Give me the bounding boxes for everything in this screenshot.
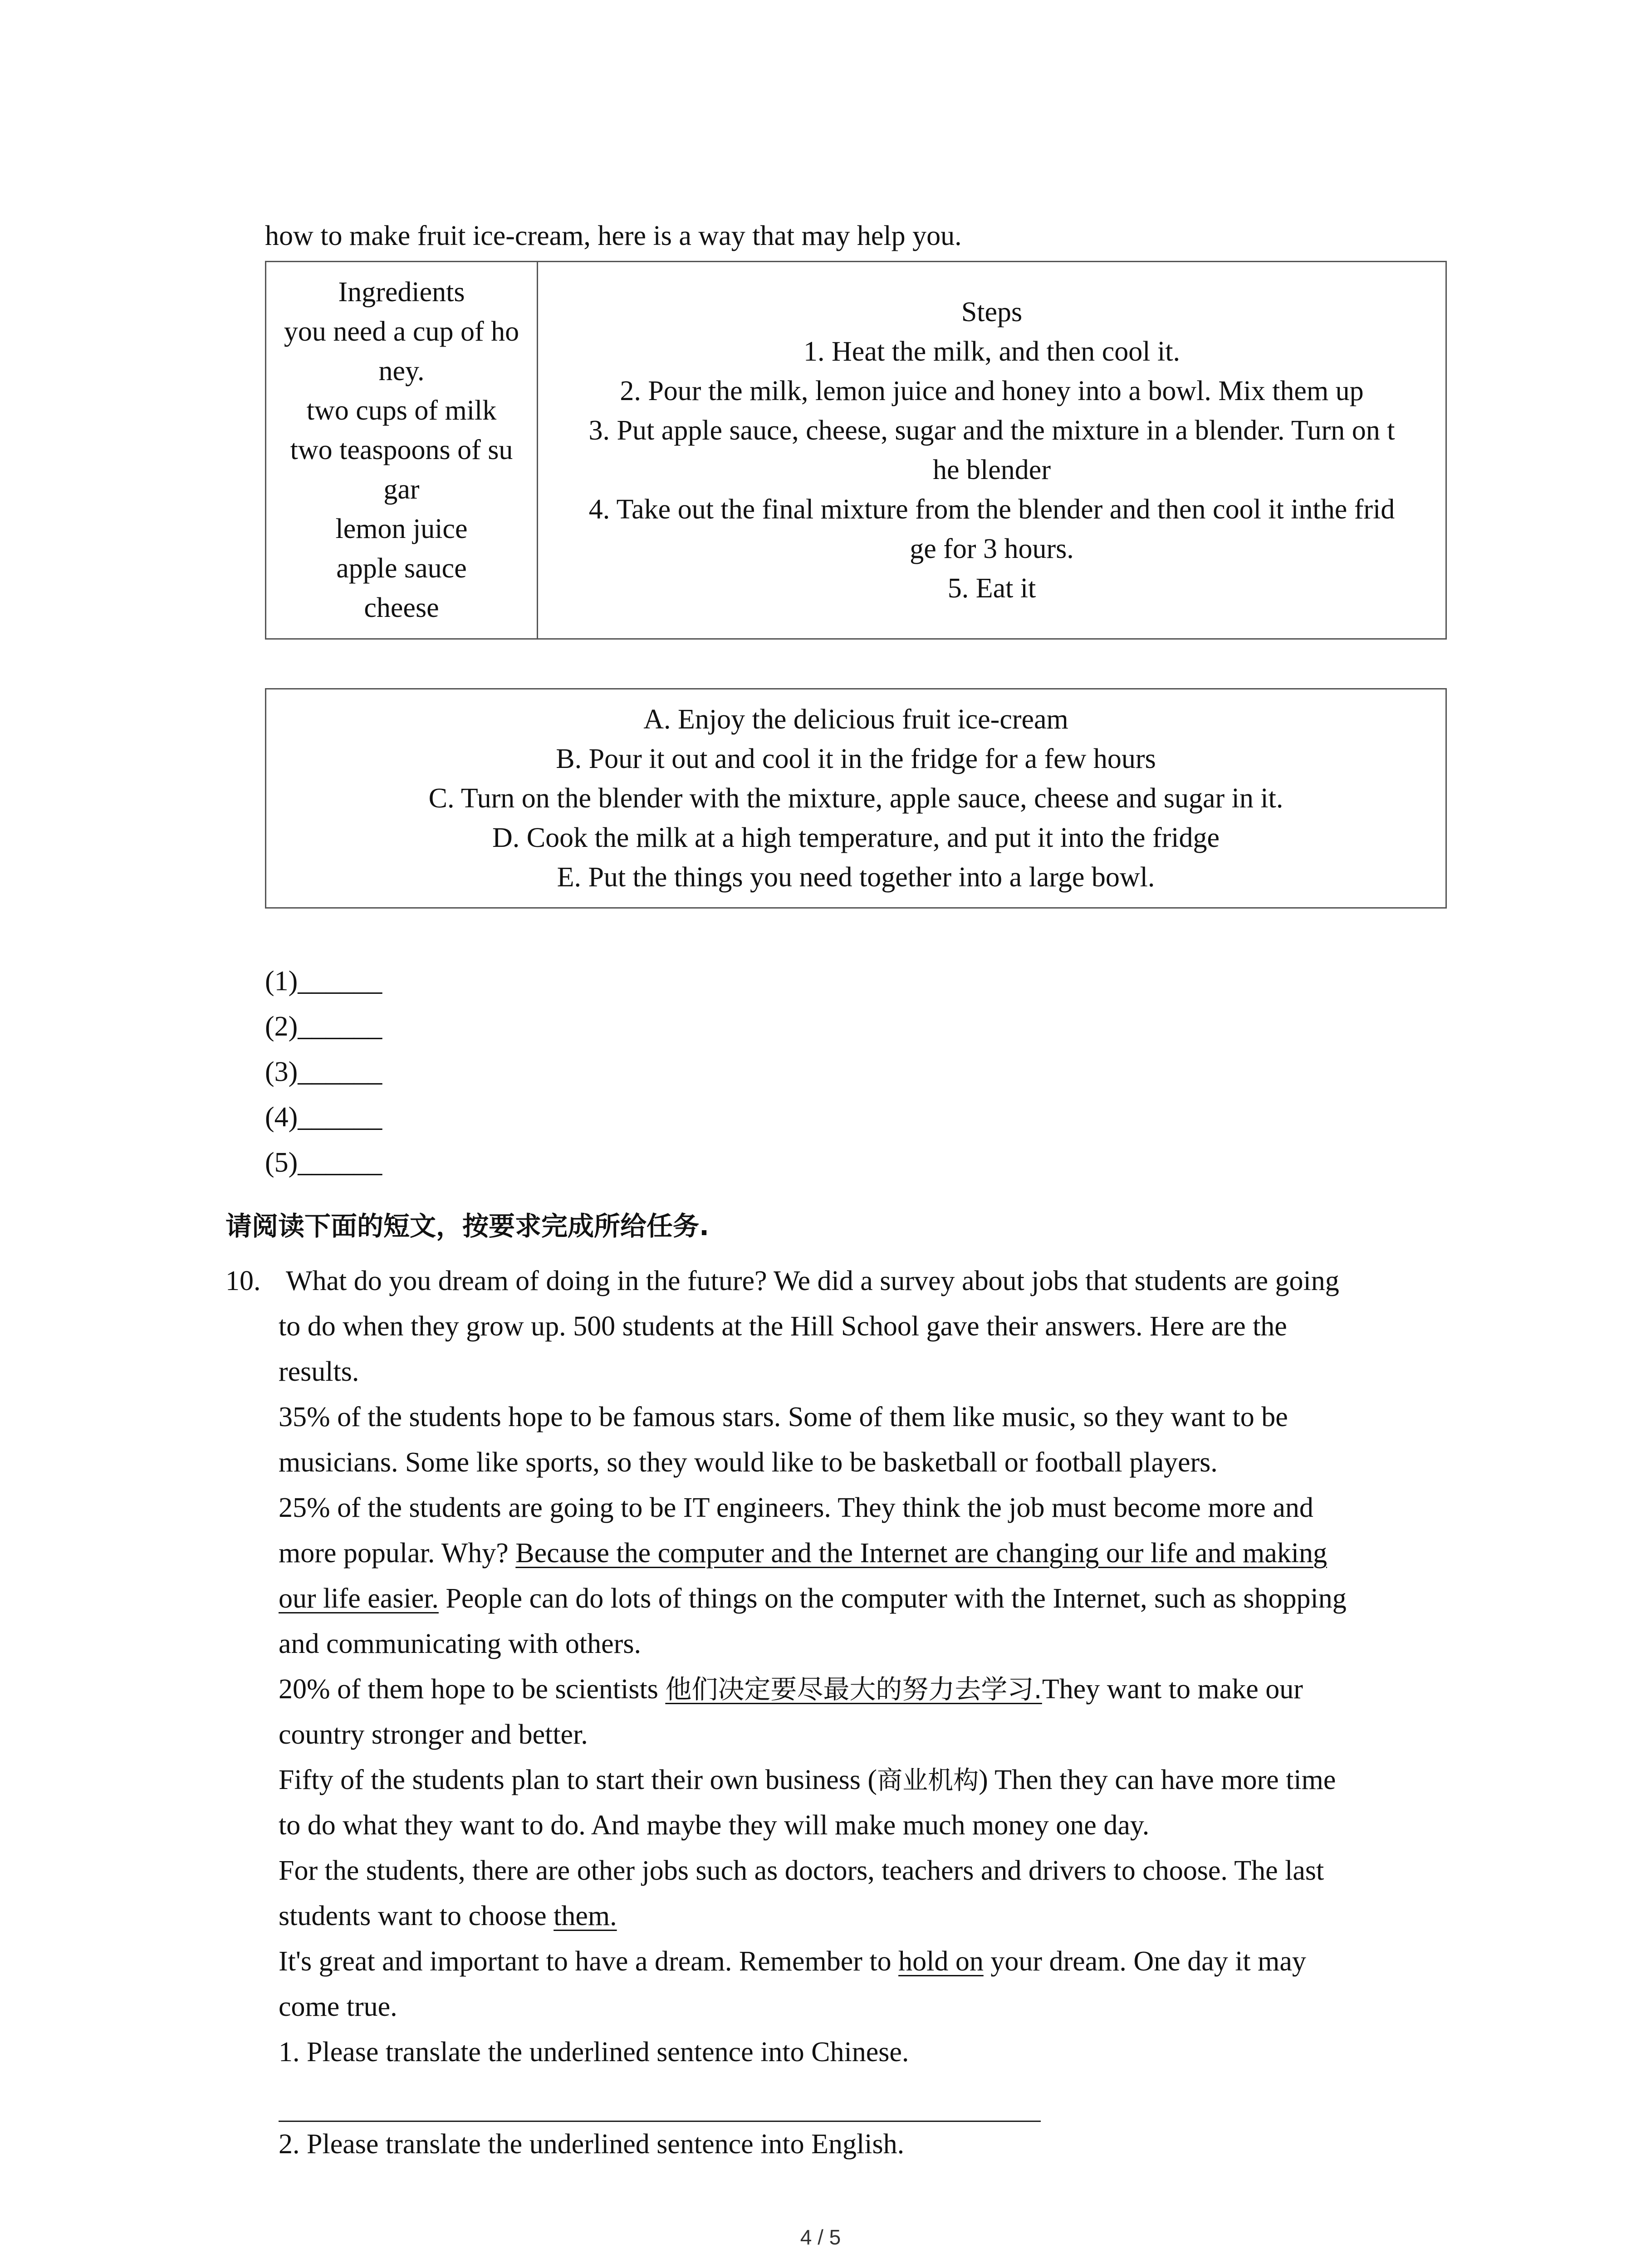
- task-2: 2. Please translate the underlined sentence into English.: [279, 2129, 905, 2160]
- answer-blank-2[interactable]: (2)______: [265, 1011, 382, 1042]
- passage-text: It's great and important to have a dream. Remember to: [279, 1946, 899, 1977]
- passage-text: your dream. One day it may: [983, 1946, 1306, 1977]
- passage-text: 20% of them hope to be scientists: [279, 1674, 666, 1705]
- passage-line: results.: [279, 1356, 359, 1387]
- passage-line: come true.: [279, 1991, 397, 2022]
- step-line: ge for 3 hours.: [910, 533, 1074, 564]
- answer-blank-3[interactable]: (3)______: [265, 1056, 382, 1087]
- ingredients-title: Ingredients: [338, 277, 465, 308]
- passage-text: Fifty of the students plan to start their own business (: [279, 1765, 877, 1795]
- options-box: [265, 688, 1447, 909]
- passage-line: to do when they grow up. 500 students at the Hill School gave their answers. Here are the: [279, 1311, 1287, 1342]
- step-line: 3. Put apple sauce, cheese, sugar and the mixture in a blender. Turn on t: [588, 415, 1395, 446]
- recipe-table: [265, 261, 1447, 640]
- underlined-sentence: Because the computer and the Internet are changing our life and making: [515, 1538, 1327, 1569]
- steps-title: Steps: [961, 296, 1023, 327]
- passage-line: country stronger and better.: [279, 1719, 588, 1750]
- ingredient-line: two teaspoons of su: [290, 435, 513, 465]
- ingredient-line: you need a cup of ho: [284, 316, 519, 347]
- answer-blank-4[interactable]: (4)______: [265, 1102, 382, 1133]
- option-a: A. Enjoy the delicious fruit ice-cream: [643, 704, 1068, 735]
- step-line: 1. Heat the milk, and then cool it.: [803, 336, 1180, 367]
- section-heading: 请阅读下面的短文，按要求完成所给任务.: [225, 1211, 710, 1242]
- passage-line: to do what they want to do. And maybe they will make much money one day.: [279, 1810, 1150, 1841]
- passage-line: [279, 1939, 1306, 1984]
- passage-line: 25% of the students are going to be IT engineers. They think the job must become more and: [279, 1492, 1313, 1523]
- underlined-sentence: our life easier.: [279, 1583, 439, 1614]
- passage-line: [279, 1893, 617, 1939]
- steps-cell: [538, 262, 1446, 639]
- passage-text: ) Then they can have more time: [979, 1765, 1336, 1795]
- intro-line: how to make fruit ice-cream, here is a way that may help you.: [265, 220, 962, 251]
- underlined-chinese-sentence: 他们决定要尽最大的努力去学习.: [665, 1674, 1042, 1705]
- passage-line: For the students, there are other jobs such as doctors, teachers and drivers to choose. The last: [279, 1855, 1324, 1886]
- passage-line: [279, 1576, 1347, 1621]
- ingredients-cell: [266, 262, 538, 639]
- passage-line: What do you dream of doing in the future? We did a survey about jobs that students are going: [286, 1266, 1339, 1296]
- ingredient-line: gar: [383, 474, 420, 505]
- step-line: 2. Pour the milk, lemon juice and honey into a bowl. Mix them up: [620, 375, 1364, 406]
- question-number: 10.: [225, 1266, 261, 1296]
- passage-text: more popular. Why?: [279, 1538, 516, 1569]
- ingredient-line: apple sauce: [336, 553, 467, 584]
- passage-text: students want to choose: [279, 1901, 554, 1931]
- underlined-phrase: hold on: [898, 1946, 984, 1977]
- answer-blank-1[interactable]: (1)______: [265, 966, 382, 997]
- option-c: C. Turn on the blender with the mixture, apple sauce, cheese and sugar in it.: [428, 782, 1283, 814]
- task-1: 1. Please translate the underlined sentence into Chinese.: [279, 2037, 909, 2068]
- ingredient-line: ney.: [378, 356, 425, 386]
- chinese-gloss: 商业机构: [877, 1766, 979, 1795]
- step-line: 5. Eat it: [947, 572, 1036, 604]
- ingredient-line: two cups of milk: [306, 395, 497, 426]
- ingredient-line: lemon juice: [335, 513, 468, 544]
- passage-line: and communicating with others.: [279, 1628, 641, 1659]
- option-b: B. Pour it out and cool it in the fridge for a few hours: [556, 743, 1156, 774]
- passage-line: [279, 1757, 1336, 1804]
- step-line: 4. Take out the final mixture from the blender and then cool it inthe frid: [588, 494, 1395, 525]
- option-e: E. Put the things you need together into a large bowl.: [557, 861, 1155, 893]
- passage-line: [279, 1530, 1327, 1576]
- underlined-word: them.: [554, 1901, 617, 1931]
- passage-line: [279, 1667, 1303, 1712]
- passage-text: They want to make our: [1042, 1674, 1303, 1705]
- passage-line: 35% of the students hope to be famous stars. Some of them like music, so they want to be: [279, 1402, 1288, 1432]
- page-number: 4 / 5: [800, 2225, 841, 2249]
- answer-blank-5[interactable]: (5)______: [265, 1147, 382, 1178]
- passage-text: People can do lots of things on the computer with the Internet, such as shopping: [438, 1583, 1347, 1614]
- passage-line: musicians. Some like sports, so they would like to be basketball or football players.: [279, 1447, 1218, 1478]
- step-line: he blender: [933, 454, 1051, 485]
- ingredient-line: cheese: [364, 592, 439, 623]
- option-d: D. Cook the milk at a high temperature, and put it into the fridge: [492, 822, 1220, 853]
